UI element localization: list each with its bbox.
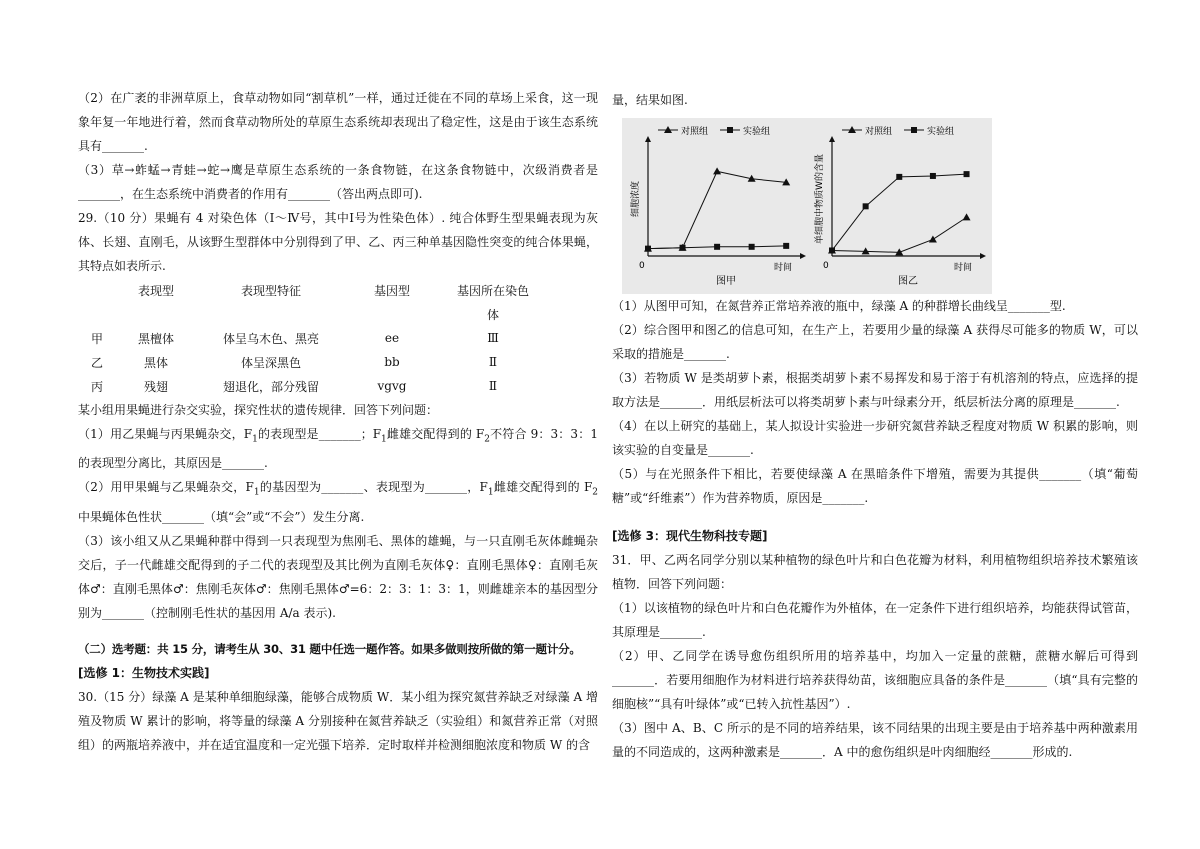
data-point-experimental [964, 171, 970, 177]
q30-part1: （1）从图甲可知，在氮营养正常培养液的瓶中，绿藻 A 的种群增长曲线呈_______型. [612, 299, 1066, 313]
q30-part3: （3）若物质 W 是类胡萝卜素，根据类胡萝卜素不易挥发和易于溶于有机溶剂的特点，应选择的提取方法是_______．用纸层析法可以将类胡萝卜素与叶绿素分开，纸层析法分离的原理是_______. [612, 371, 1138, 409]
q29-part1: （1）用乙果蝇与丙果蝇杂交，$F_1$的表现型是_______；$F_1$雌雄交配得到的 $F_2$不符合 9：3：3：1 的表现型分离比，其原因是_______. [78, 427, 599, 471]
table-row [78, 326, 548, 350]
legend-marker-exp [727, 127, 733, 133]
table-cell: 黑体 [143, 355, 168, 370]
y-axis-label: 单细胞中物质W的含量 [815, 154, 825, 244]
table-cell: Ⅱ [488, 379, 498, 393]
table-cell: vgvg [377, 379, 407, 393]
x-axis-label: 时间 [954, 263, 973, 273]
chart-a-svg [622, 118, 812, 294]
origin-label: 0 [639, 261, 645, 271]
q29-stem: 29.（10 分）果蝇有 4 对染色体（Ⅰ～Ⅳ号，其中Ⅰ号为性染色体）. 纯合体野生型果蝇表现为灰体、长翅、直刚毛，从该野生型群体中分别得到了甲、乙、丙三种单基因隐性突变的纯合体果蝇，其特点如表所示. [78, 211, 598, 273]
q29-part3: （3）该小组又从乙果蝇种群中得到一只表现型为焦刚毛、黑体的雄蝇，与一只直刚毛灰体雌蝇杂交后，子一代雌雄交配得到的子二代的表现型及其比例为直刚毛灰体♀：直刚毛黑体♀：直刚毛灰体♂：直刚毛黑体♂：焦刚毛灰体♂：焦刚毛黑体♂=6：2：3：1：3：1，则雌雄亲本的基因型分别为_______（控制刚毛性状的基因用 A/a 表示). [78, 533, 598, 620]
chart-a [622, 118, 812, 294]
table-cell: 翅退化，部分残留 [222, 379, 319, 394]
section-heading: （二）选考题：共 15 分，请考生从 30、31 题中任选一题作答。如果多做则按所做的第一题计分。 [78, 641, 581, 656]
origin-label: 0 [823, 261, 829, 271]
data-point-experimental [783, 243, 789, 249]
series-line-experimental [832, 174, 967, 250]
q29-part2: （2）用甲果蝇与乙果蝇杂交，$F_1$的基因型为_______、表现型为_______，$F_1$雌雄交配得到的 $F_2$中果蝇体色性状_______（填“会”或“不会”）发生分离. [78, 480, 599, 524]
data-point-experimental [714, 244, 720, 250]
table-header-row-cont [78, 302, 548, 326]
table-cell: 体呈乌木色、黑亮 [222, 331, 319, 346]
table-header-row [78, 278, 548, 302]
data-point-experimental [930, 173, 936, 179]
q31-stem: 31．甲、乙两名同学分别以某种植物的绿色叶片和白色花瓣为材料，利用植物组织培养技术繁殖该植物．回答下列问题： [612, 553, 1138, 591]
x-axis-arrow [800, 253, 806, 259]
data-point-experimental [749, 244, 755, 250]
table-cell: 黑檀体 [137, 331, 174, 346]
q30-part4: （4）在以上研究的基础上，某人拟设计实验进一步研究氮营养缺乏程度对物质 W 积累的影响，则该实验的自变量是_______. [612, 419, 1138, 457]
x-axis-arrow [980, 253, 986, 259]
q30-part2: （2）综合图甲和图乙的信息可知，在生产上，若要用少量的绿藻 A 获得尽可能多的物质 W，可以采取的措施是_______. [612, 323, 1138, 361]
y-axis-label: 细胞浓度 [631, 180, 641, 218]
data-point-experimental [863, 203, 869, 209]
q31-part2: （2）甲、乙同学在诱导愈伤组织所用的培养基中，均加入一定量的蔗糖，蔗糖水解后可得到_______．若要用细胞作为材料进行培养获得幼苗，该细胞应具备的条件是_______（填“具有完整的细胞核”“具有叶绿体”或“已转入抗性基因”）. [612, 649, 1138, 711]
legend-label-control: 对照组 [681, 127, 709, 137]
figure-charts [612, 118, 1138, 294]
table-cell: bb [384, 355, 400, 369]
table-header: 体 [486, 307, 499, 322]
q29-intro: 某小组用果蝇进行杂交实验，探究性状的遗传规律．回答下列问题： [78, 403, 439, 417]
legend-label-control: 对照组 [865, 127, 893, 137]
table-row [78, 374, 548, 398]
q30-part5: （5）与在光照条件下相比，若要使绿藻 A 在黑暗条件下增殖，需要为其提供_______（填“葡萄糖”或“纤维素”）作为营养物质，原因是_______. [612, 467, 1138, 505]
table-row [78, 350, 548, 374]
q28-part3: （3）草→蚱蜢→青蛙→蛇→鹰是草原生态系统的一条食物链，在这条食物链中，次级消费者是_______，在生态系统中消费者的作用有_______（答出两点即可). [78, 163, 598, 201]
chart-caption: 图乙 [898, 276, 918, 287]
right-column [612, 88, 1138, 764]
table-cell: Ⅱ [488, 355, 498, 369]
table-cell: 甲 [90, 331, 103, 346]
table-header: 基因所在染色 [456, 283, 529, 298]
data-point-control [713, 167, 721, 174]
series-line-control [832, 217, 967, 252]
legend-label-exp: 实验组 [743, 127, 771, 137]
data-point-experimental [829, 247, 835, 253]
data-point-experimental [896, 174, 902, 180]
chart-caption: 图甲 [716, 276, 736, 287]
y-axis-arrow [829, 136, 835, 142]
table-cell: Ⅲ [487, 331, 499, 345]
table-cell: 残翅 [143, 379, 168, 394]
y-axis-arrow [645, 136, 651, 142]
left-column [78, 86, 598, 757]
legend-label-exp: 实验组 [927, 127, 955, 137]
chart-b [812, 118, 992, 294]
legend-marker-exp [911, 127, 917, 133]
series-line-control [648, 171, 786, 248]
data-point-experimental [680, 245, 686, 251]
data-point-experimental [645, 246, 651, 252]
x-axis-label: 时间 [774, 263, 793, 273]
q30-stem: 30.（15 分）绿藻 A 是某种单细胞绿藻，能够合成物质 W．某小组为探究氮营养缺乏对绿藻 A 增殖及物质 W 累计的影响，将等量的绿藻 A 分别接种在氮营养缺乏（实验组）和氮营养正常（对照组）的两瓶培养液中，并在适宜温度和一定光强下培养．定时取样并检测细胞浓度和物质 W 的含 [78, 689, 598, 752]
table-header: 基因型 [373, 283, 410, 298]
table-header: 表现型特征 [240, 283, 301, 298]
table-cell: ee [384, 331, 400, 345]
q30-continued: 量，结果如图. [612, 93, 688, 107]
data-point-control [929, 235, 937, 242]
q31-part3: （3）图中 A、B、C 所示的是不同的培养结果，该不同结果的出现主要是由于培养基中两种激素用量的不同造成的，这两种激素是_______．A 中的愈伤组织是叶肉细胞经_______形成的. [612, 721, 1138, 759]
elective-1-heading: [选修 1：生物技术实践] [78, 665, 210, 680]
table-cell: 丙 [90, 379, 103, 394]
data-point-control [963, 213, 971, 220]
q31-part1: （1）以该植物的绿色叶片和白色花瓣作为外植体，在一定条件下进行组织培养，均能获得试管苗，其原理是_______. [612, 601, 1138, 639]
table-header: 表现型 [137, 283, 174, 298]
fruitfly-table [78, 278, 548, 398]
q28-part2: （2）在广袤的非洲草原上，食草动物如同“割草机”一样，通过迁徙在不同的草场上采食，这一现象年复一年地进行着，然而食草动物所处的草原生态系统却表现出了稳定性，这是由于该生态系统具有_______. [78, 91, 598, 153]
chart-b-svg [812, 118, 992, 294]
elective-3-heading: [选修 3：现代生物科技专题] [612, 529, 768, 543]
table-header [78, 278, 116, 302]
table-cell: 体呈深黑色 [240, 355, 301, 370]
table-cell: 乙 [90, 355, 103, 370]
